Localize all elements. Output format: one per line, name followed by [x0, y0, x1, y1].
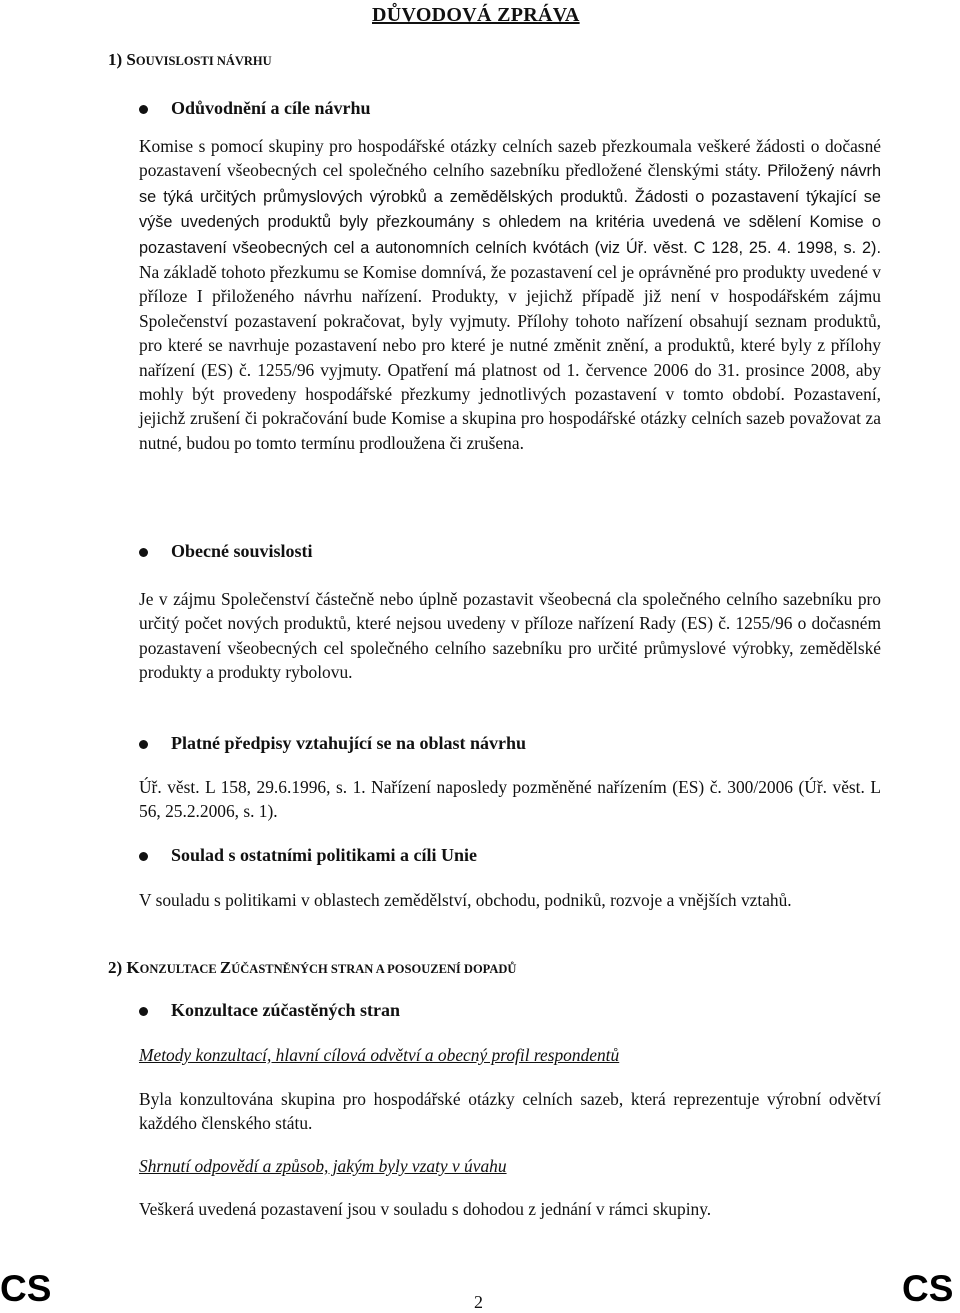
paragraph-soulad: V souladu s politikami v oblastech zemědělství, obchodu, podniků, rozvoje a vnějších vztahů.: [139, 890, 792, 910]
bullet-heading-konzultace: [140, 1000, 400, 1021]
paragraph-platne-predpisy: Úř. věst. L 158, 29.6.1996, s. 1. Nařízení naposledy pozměněné nařízením (ES) č. 300/2006 (Úř. věst. L 56, 25.2.2006, s. 1).: [139, 777, 881, 822]
section-2-word-1: ONZULTACE: [139, 962, 220, 976]
paragraph-part-3: Na základě tohoto přezkumu se Komise domnívá, že pozastavení cel je oprávněné pro produkty uvedené v příloze I přiloženého návrhu nařízení.: [139, 262, 881, 307]
section-1-rest: OUVISLOSTI NÁVRHU: [135, 54, 272, 68]
section-2-word-rest: ÚČASTNĚNÝCH STRAN A POSOUZENÍ DOPADŮ: [231, 962, 517, 976]
footer-language-right: CS: [902, 1268, 954, 1309]
bullet-heading-label: Soulad s ostatními politikami a cíli Unie: [171, 845, 478, 865]
section-2-letter-k: K: [126, 958, 140, 977]
document-title: DŮVODOVÁ ZPRÁVA: [372, 4, 580, 26]
bullet-heading-platne-predpisy: [140, 733, 526, 754]
section-2-letter-z: Z: [219, 958, 232, 977]
page-number: 2: [474, 1292, 483, 1312]
paragraph-part-4: Produkty, v jejichž případě již není v hospodářském zájmu Společenství pozastavení pokračovat, byly vyjmuty. Přílohy tohoto nařízení obsahují seznam produktů, pro které se navrhuje pozastavení nebo pro které je nutné změnit znění, a produktů, které byly z přílohy nařízení (ES) č. 1255/96 vyjmuty. Opatření má platnost od 1. července 2006 do 31. prosince 2008, aby mohly být provedeny hospodářské přezkumy jednotlivých pozastavení v tomto období. Pozastavení, jejichž zrušení či pokračování bude Komise a skupina pro hospodářské otázky celních sazeb považovat za nutné, budou po tomto termínu prodloužena či zrušena.: [139, 286, 881, 453]
bullet-heading-label: Konzultace zúčastěných stran: [171, 1000, 400, 1020]
paragraph-konzultace: Byla konzultována skupina pro hospodářské otázky celních sazeb, která reprezentuje výrobní odvětví každého členského státu.: [139, 1089, 881, 1134]
subheading-shrnuti-odpovedi: Shrnutí odpovědí a způsob, jakým byly vzaty v úvahu: [139, 1156, 507, 1176]
paragraph-shrnuti: Veškerá uvedená pozastavení jsou v souladu s dohodou z jednání v rámci skupiny.: [139, 1199, 712, 1219]
paragraph-obecne-souvislosti: Je v zájmu Společenství částečně nebo úplně pozastavit všeobecná cla společného celního sazebníku pro určitý počet nových produktů, které nejsou uvedeny v příloze nařízení Rady (ES) č. 1255/96 o dočasném pozastavení všeobecných cel společného celního sazebníku pro určité průmyslové výrobky, zemědělské produkty a produkty rybolovu.: [139, 589, 881, 683]
section-1-heading: [108, 50, 272, 70]
bullet-heading-label: Platné předpisy vztahující se na oblast návrhu: [171, 733, 527, 753]
subheading-metody-konzultaci: Metody konzultací, hlavní cílová odvětví a obecný profil respondentů: [139, 1045, 620, 1065]
bullet-dot-icon: [139, 105, 148, 114]
paragraph-odůvodnění: [139, 134, 881, 455]
footer-language-left: CS: [0, 1268, 52, 1309]
bullet-heading-soulad: [140, 845, 477, 866]
section-2-heading: [108, 958, 516, 978]
bullet-dot-icon: [139, 852, 148, 861]
bullet-dot-icon: [139, 1007, 148, 1016]
section-2-number: 2): [108, 958, 127, 977]
bullet-dot-icon: [139, 740, 148, 749]
bullet-heading-label: Odůvodnění a cíle návrhu: [171, 98, 371, 118]
paragraph-part-1: Komise s pomocí skupiny pro hospodářské otázky celních sazeb přezkoumala veškeré žádosti o dočasné pozastavení všeobecných cel společného celního sazebníku předložené členskými státy.: [139, 136, 881, 181]
bullet-heading-obecne-souvislosti: [140, 541, 313, 562]
bullet-heading-odůvodnění: [140, 98, 371, 119]
section-1-number: 1): [108, 50, 127, 69]
section-1-first-letter: S: [126, 50, 136, 69]
bullet-dot-icon: [139, 548, 148, 557]
paragraph-part-2: Přiložený návrh se týká určitých průmyslových výrobků a zemědělských produktů. Žádosti o pozastavení týkající se výše uvedených produktů byly přezkoumány s ohledem na kritéria uvedená ve sdělení Komise o pozastavení všeobecných cel a autonomních celních kvótách (viz Úř. věst. C 128, 25. 4. 1998, s. 2).: [139, 162, 881, 257]
bullet-heading-label: Obecné souvislosti: [171, 541, 313, 561]
